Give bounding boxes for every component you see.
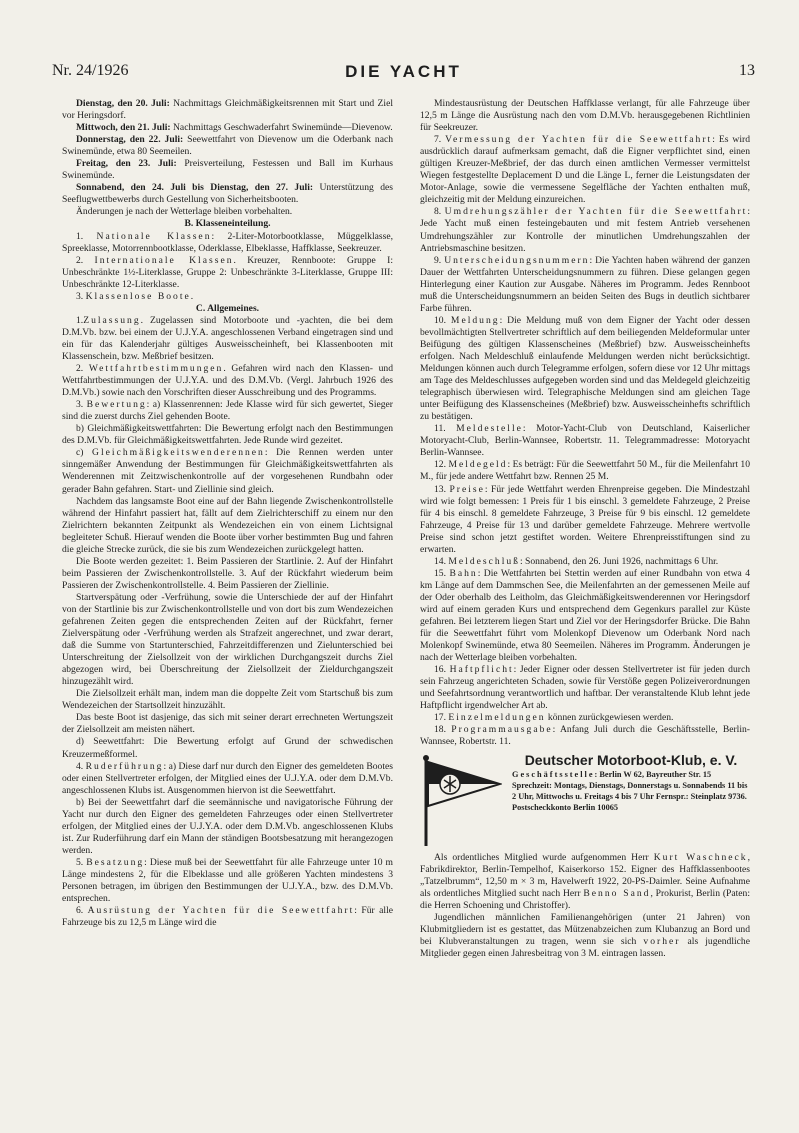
paragraph: 18. Programmausgabe: Anfang Juli durch die Geschäftsstelle, Berlin-Wannsee, Robertstr. 11. (420, 724, 751, 748)
paragraph: 8. Umdrehungszähler der Yachten für die Seewettfahrt: Jede Yacht muß einen festeingebauten und mit festem Antrieb versehenen Umdrehungszähler zur Kontrolle der minutlichen Umdrehungszahlen der Antriebsmaschine besitzen. (420, 206, 750, 254)
paragraph: Startverspätung oder -Verfrühung, sowie die Unterschiede der auf der Hinfahrt von der Startlinie bis zur Zwischenkontrollstelle und von dort bis zum Wendezeichen gefahrenen Zeiten gegen die entsprechenden Zeiten auf der Rückfahrt, ferner Zielverspätung oder -Verfrühung werden als Strafzeit angerechnet, und zwar derart, daß die Summe von Startunterschied, Fahrzeitdifferenzen und Zielunterschied bei Unterschreitung der Zielsollzeit von der wirklichen Durchgangszeit durchs Ziel abgezogen wird, bei Überschreitung der Zielsollzeit der Zieldurchgangszeit hinzugezählt wird. (62, 591, 393, 688)
section-heading: C. Allgemeines. (195, 302, 260, 314)
paragraph: Jugendlichen männlichen Familienangehörigen (unter 21 Jahren) von Klubmitgliedern ist es gestattet, das Mützenabzeichen zum Klubanzug an Bord und bei Klubveranstaltungen zu tragen, wenn sie sich vorher als jugendliche Mitglieder gegen einen Jahresbeitrag von 3 M. eintragen lassen. (420, 911, 750, 959)
club-name: Deutscher Motorboot-Klub, e. V. (524, 751, 738, 768)
paragraph: Dienstag, den 20. Juli: Nachmittags Gleichmäßigkeitsrennen mit Start und Ziel vor Heringsdorf. (62, 98, 394, 122)
right-column (420, 98, 750, 960)
paragraph: Mindestausrüstung der Deutschen Haffklasse verlangt, für alle Fahrzeuge über 12,5 m Länge die Ausrüstung nach den vom D.M.Vb. herausgegebenen Richtlinien für Seekreuzer. (420, 98, 750, 134)
paragraph: 4. Ruderführung: a) Diese darf nur durch den Eigner des gemeldeten Bootes oder einen Stellvertreter erfolgen, der Mitglied eines der U.J.Y.A. oder dem D.M.Vb. angeschlossenen Klubs ist. Ausgenommen hiervon ist die Seewettfahrt. (62, 760, 393, 796)
paragraph: 2. Internationale Klassen. Kreuzer, Rennboote: Gruppe I: Unbeschränkte 1½-Literklasse, Gruppe 2: Unbeschränkte 3-Literklasse, Gruppe III: Unbeschränkte 12-Literklasse. (62, 254, 394, 290)
paragraph: 6. Ausrüstung der Yachten für die Seewettfahrt: Für alle Fahrzeuge bis zu 12,5 m Länge wird die (62, 905, 393, 929)
paragraph: 7. Vermessung der Yachten für die Seewettfahrt: Es wird ausdrücklich darauf aufmerksam gemacht, daß die Eigner verpflichtet sind, einen gültigen Kreuzer-Meßbrief, der das durch einen amtlichen Vermesser vermittelst Wiegen festgestellte Deplacement D und die Länge L, ferner die Leistungsdaten der Motor-Anlage, sowie die vermessene Segelfläche der Yachten enthalten muß, gleichzeitig mit der Meldung einzureichen. (420, 134, 750, 206)
paragraph: 14. Meldeschluß: Sonnabend, den 26. Juni 1926, nachmittags 6 Uhr. (434, 555, 719, 567)
magazine-title: DIE YACHT (345, 62, 462, 81)
paragraph: b) Gleichmäßigkeitswettfahrten: Die Bewertung erfolgt nach den Bestimmungen des D.M.Vb. für Gleichmäßigkeitswettfahrten. Jede Runde wird gezeitet. (62, 423, 393, 447)
paragraph: Mittwoch, den 21. Juli: Nachmittags Geschwaderfahrt Swinemünde—Dievenow. (76, 122, 393, 134)
paragraph: Freitag, den 23. Juli: Preisverteilung, Festessen und Ball im Kurhaus Swinemünde. (62, 158, 393, 182)
page-header (52, 62, 755, 82)
paragraph: 1. Nationale Klassen: 2-Liter-Motorbootklasse, Müggelklasse, Spreeklasse, Motorrennbootklasse, Oderklasse, Elbeklasse, Haffklasse, Seekreuzer. (62, 230, 393, 254)
page-number: 13 (739, 62, 755, 79)
paragraph: Die Zielsollzeit erhält man, indem man die doppelte Zeit vom Startschuß bis zum Wendezeichen der Startsollzeit hinzuzählt. (62, 688, 393, 712)
paragraph: 2. Wettfahrtbestimmungen. Gefahren wird nach den Klassen- und Wettfahrtbestimmungen der U.J.Y.A. und des D.M.Vb. (Vergl. Jahrbuch 1926 des D.M.Vb.) sowie nach den Vorschriften dieser Ausschreibung und des Programms. (62, 363, 394, 399)
paragraph: 3. Bewertung: a) Klassenrennen: Jede Klasse wird für sich gewertet, Sieger sind die zuerst durchs Ziel gehenden Boote. (62, 399, 393, 423)
paragraph: Die Boote werden gezeitet: 1. Beim Passieren der Startlinie. 2. Auf der Hinfahrt beim Passieren der Zwischenkontrollstelle. 3. Auf der Rückfahrt wiederum beim Passieren der Zwischenkontrollstelle. 4. Beim Passieren der Ziellinie. (62, 555, 393, 591)
paragraph: 1.Zulassung. Zugelassen sind Motorboote und -yachten, die bei dem D.M.Vb. bzw. bei einem der U.J.Y.A. angeschlossenen Verband eingetragen sind und ein für das Kalenderjahr gültiges Ausweisscheinheft, bei Klassenbooten mit Klassenschein, bzw. Meßbrief besitzen. (62, 314, 393, 362)
section-heading: B. Klasseneinteilung. (184, 218, 271, 230)
paragraph: 13. Preise: Für jede Wettfahrt werden Ehrenpreise gegeben. Die Mindestzahl wird wie folgt bemessen: 1 Preis für 1 bis einschl. 3 gemeldete Fahrzeuge, 2 Preise für 4 bis einschl. 8 gemeldete Fahrzeuge, 3 Preise für 9 bis einschl. 12 gemeldete Fahrzeuge, 4 Preise für 13 und darüber gemeldete Fahrzeuge. Mehrere wertvolle Preise sind schon jetzt gestiftet worden. Weitere Ehrenpreisstiftungen sind zu erwarten. (420, 483, 751, 555)
paragraph: 9. Unterscheidungsnummern: Die Yachten haben während der ganzen Dauer der Wettfahrten Unterscheidungsnummern zu führen. Diese gelangen gegen Hinterlegung einer Kaution zur Ausgabe. Näheres im Programm. Jedes Rennboot muß die Unterscheidungsnummern an beiden Seiten des Bugs in deutlich sichtbarer Farbe führen. (420, 254, 751, 314)
paragraph: 12. Meldegeld: Es beträgt: Für die Seewettfahrt 50 M., für die Meilenfahrt 10 M., für jede andere Wettfahrt bzw. Rennen 25 M. (420, 459, 751, 483)
paragraph: 15. Bahn: Die Wettfahrten bei Stettin werden auf einer Rundbahn von etwa 4 km Länge auf dem Dammschen See, die Meilenfahrten an der gemessenen Meile auf der Oder oberhalb des Leitholm, das Gleichmäßigkeitswenderennen vor Heringsdorf wird auf einem geraden Kurs und entsprechend dem Gegenkurs parallel zur Küste gefahren. Bei letzterem liegen Start und Ziel vor der Heringsdorfer Brücke. Die Bahn für die Seewettfahrt führt vom Molenkopf Dievenow um Oderbank Nord nach Molenkopf Swinemünde, etwa 80 Seemeilen. Näheres im Programm. Änderungen je nach der Wetterlage bleiben vorbehalten. (420, 567, 751, 664)
left-column (62, 98, 393, 929)
paragraph: Als ordentliches Mitglied wurde aufgenommen Herr Kurt Waschneck, Fabrikdirektor, Berlin-Tempelhof, Kaiserkorso 152. Eigner des Haffklassenbootes „Tatzelbrumm“, 12,50 m × 3 m, Havelwerft 1922, 20-PS-Daimler. Seine Aufnahme als ordentliches Mitglied sucht nach Herr Benno Sand, Prokurist, Berlin (Paten: die Herren Schoening und Christoffer). (420, 851, 751, 911)
paragraph: 16. Haftpflicht: Jeder Eigner oder dessen Stellvertreter ist für jeden durch sein Fahrzeug angerichteten Schaden, sowie für Verstöße gegen Polizeiverordnungen und Seefahrtsordnung verantwortlich und haftbar. Der veranstaltende Klub lehnt jede Haftpflicht irgendwelcher Art ab. (420, 664, 750, 712)
paragraph: Donnerstag, den 22. Juli: Seewettfahrt von Dievenow um die Oderbank nach Swinemünde, etwa 80 Seemeilen. (62, 134, 394, 158)
paragraph: Nachdem das langsamste Boot eine auf der Bahn liegende Zwischenkontrollstelle während der Hinfahrt passiert hat, fällt auf dem Zielrichterschiff zu einem nur den Zielrichtern bekannten Zeitpunkt als Wendezeichen ein von einem Lichtsignal begleiteter Schuß. Hierauf wenden die Boote über vorher bestimmten Bug und fahren die gleiche Strecke zurück, die sie bis zum Wendezeichen zurückgelegt hatten. (62, 495, 393, 555)
paragraph: b) Bei der Seewettfahrt darf die seemännische und navigatorische Führung der Yacht nur durch den Eigner des gemeldeten Fahrzeuges oder einen Stellvertreter erfolgen, der Mitglied eines der U.J.Y.A. oder dem D.M.Vb. angeschlossenen Klubs ist. Zur Ruderführung darf ein Mann der ständigen Bootsbesatzung mit herangezogen werden. (62, 796, 393, 856)
right-column-regulations (420, 98, 750, 749)
paragraph: 3. Klassenlose Boote. (76, 290, 194, 302)
club-block (420, 751, 750, 848)
paragraph: d) Seewettfahrt: Die Bewertung erfolgt auf Grund der schwedischen Kreuzermeßformel. (62, 736, 393, 760)
paragraph: 17. Einzelmeldungen können zurückgewiesen werden. (434, 712, 674, 724)
paragraph: Sonnabend, den 24. Juli bis Dienstag, den 27. Juli: Unterstützung des Seeflugwettbewerbs durch Gestellung von Sicherheitsbooten. (62, 182, 393, 206)
club-burgee-flag-icon (420, 754, 502, 848)
paragraph: Änderungen je nach der Wetterlage bleiben vorbehalten. (76, 206, 293, 218)
paragraph: c) Gleichmäßigkeitswenderennen: Die Rennen werden unter sinngemäßer Anwendung der Bestimmungen für Gleichmäßigkeitswettfahrten als Wenderennen mit Zeitzwischenkontrolle auf der vorgesehenen Rundbahn oder gerader Bahn gefahren. Start- und Ziellinie sind gleich. (62, 447, 393, 495)
paragraph: 11. Meldestelle: Motor-Yacht-Club von Deutschland, Kaiserlicher Motoryacht-Club, Berlin-Wannsee, Robertstr. 11. Telegrammadresse: Motoryacht Berlin-Wannsee. (420, 423, 750, 459)
club-contact-info: Geschäftsstelle: Berlin W 62, Bayreuther Str. 15 Sprechzeit: Montags, Dienstags, Donnerstags u. Sonnabends 11 bis 2 Uhr, Mittwochs u. Freitags 4 bis 7 Uhr Fernspr.: Steinplatz 9736. Postscheckkonto Berlin 10065 (512, 769, 748, 812)
club-text (512, 751, 750, 813)
right-column-club-news (420, 852, 750, 960)
paragraph: Das beste Boot ist dasjenige, das sich mit seiner derart errechneten Wertungszeit der Zielsollzeit am meisten nähert. (62, 712, 393, 736)
paragraph: 10. Meldung: Die Meldung muß von dem Eigner der Yacht oder dessen bevollmächtigten Stellvertreter schriftlich auf dem beiliegenden Meldeformular unter Beifügung des gültigen Klassenscheines (Meßbrief) bzw. Ausweisscheinhefts erfolgen. Nach Meldeschluß einlaufende Meldungen werden nicht berücksichtigt. Meldungen können auch durch Telegramme erfolgen, sofern diese vor 12 Uhr mittags am Tage des Meldeschlusses aufgegeben worden sind und das Meldegeld gleichzeitig telegraphisch überwiesen wird. Telegraphische Meldungen sind am gleichen Tage unter Beifügung des Klassenscheines (Meßbrief) bzw. Ausweisscheinhefts schriftlich zu bestätigen. (420, 314, 750, 423)
paragraph: 5. Besatzung: Diese muß bei der Seewettfahrt für alle Fahrzeuge unter 10 m Länge mindestens 2, für die Elbeklasse und alle größeren Yachten mindestens 3 Personen betragen, im übrigen den Bestimmungen der U.J.Y.A., bzw. des D.M.Vb. entsprechen. (62, 856, 393, 905)
issue-number: Nr. 24/1926 (52, 62, 129, 79)
